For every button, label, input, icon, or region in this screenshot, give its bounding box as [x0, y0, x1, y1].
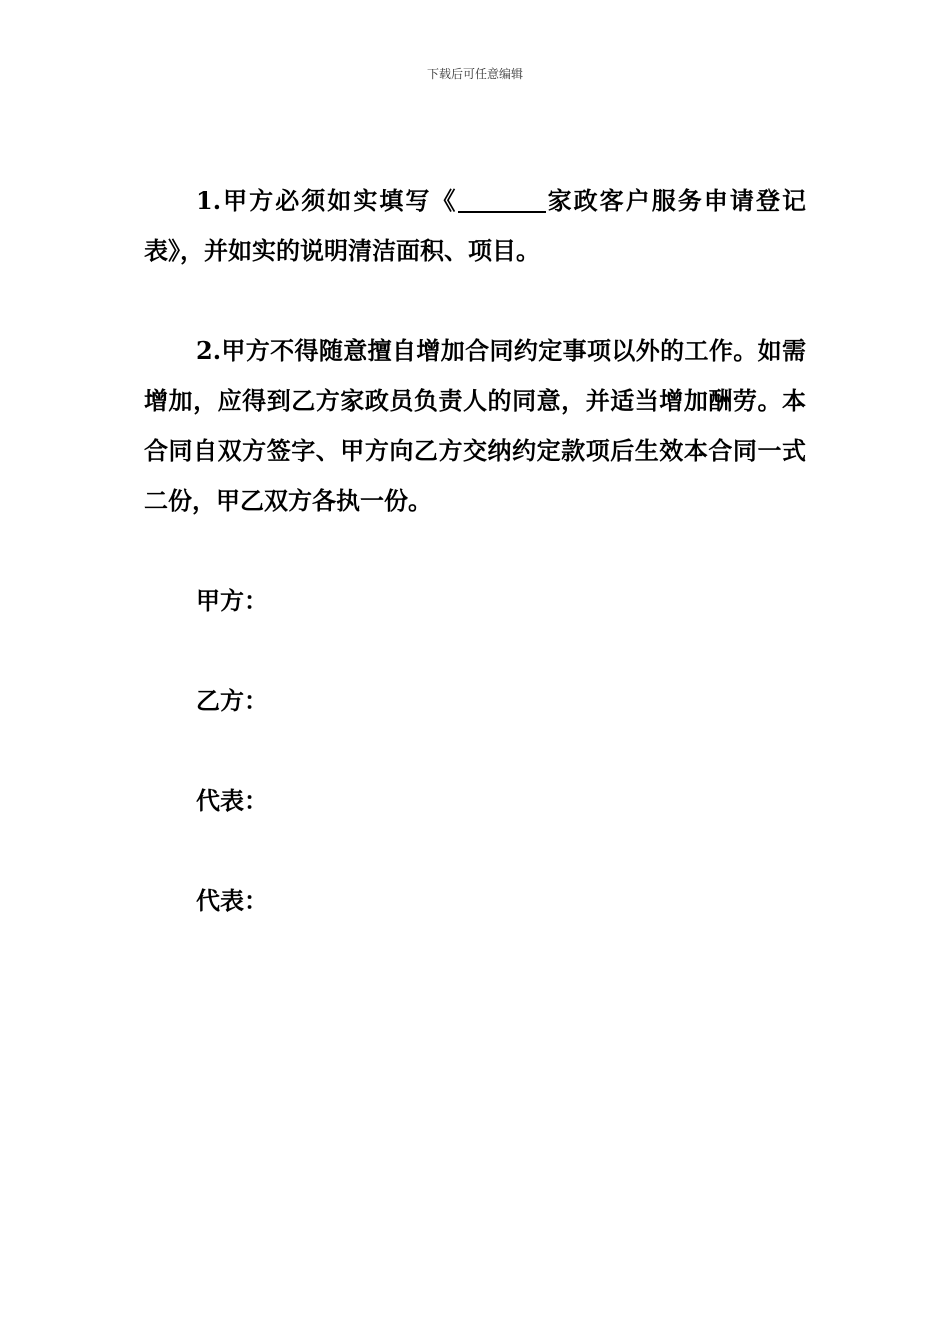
header-text: 下载后可任意编辑 [426, 67, 523, 81]
clause-2 [144, 326, 806, 526]
clause-1-text-before: 甲方必须如实填写《 [221, 186, 458, 215]
paragraph-gap [144, 276, 806, 326]
clause-1-number: 1. [196, 186, 222, 215]
representative-b-label: 代表： [196, 886, 268, 915]
party-b-label: 乙方： [196, 686, 268, 715]
party-a-label: 甲方： [196, 586, 268, 615]
signature-block [144, 576, 806, 926]
document-body [144, 176, 806, 926]
clause-1-text-after: 家政客户服务申请登记表》，并如实的说明清洁面积、项目。 [144, 186, 806, 265]
clause-2-number: 2. [196, 336, 222, 365]
representative-a-label: 代表： [196, 786, 268, 815]
form-name-blank [458, 183, 546, 213]
clause-1 [144, 176, 806, 276]
paragraph-gap [144, 526, 806, 576]
page-header [0, 64, 950, 84]
clause-2-text: 甲方不得随意擅自增加合同约定事项以外的工作。如需增加，应得到乙方家政员负责人的同意，并适当增加酬劳。本合同自双方签字、甲方向乙方交纳约定款项后生效本合同一式二份，甲乙双方各执一份。 [144, 336, 806, 515]
